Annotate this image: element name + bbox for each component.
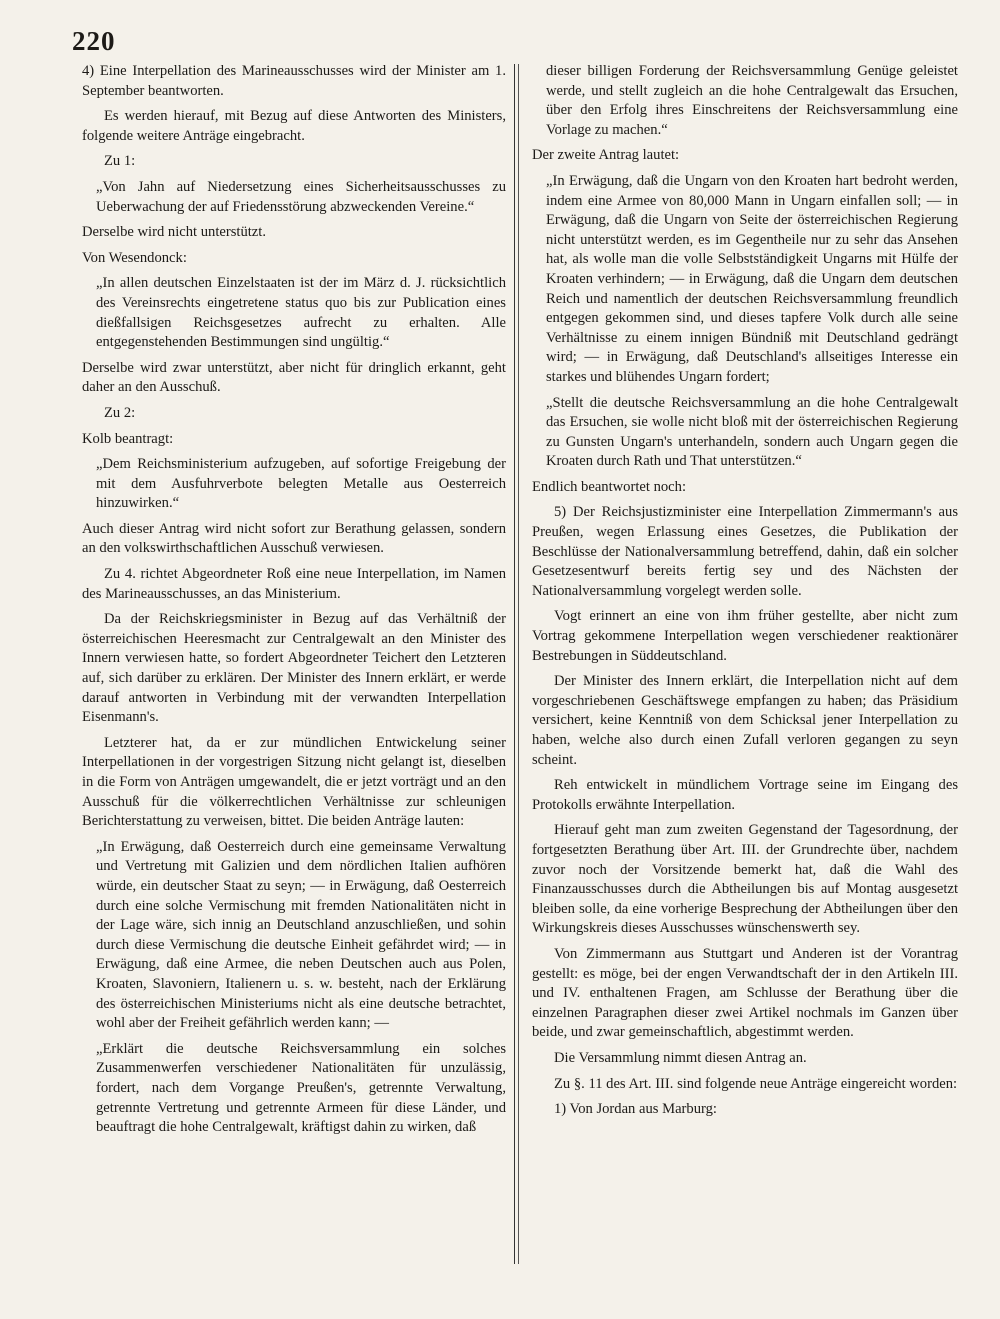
paragraph: 4) Eine Interpellation des Marineausschusses wird der Minister am 1. September beantworten. <box>82 63 506 99</box>
section-heading: Zu 2: <box>104 404 136 421</box>
speaker-line: Kolb beantragt: <box>82 430 174 447</box>
motion-quote: „Erklärt die deutsche Reichsversammlung ein solches Zusammenwerfen verschiedener Nationalitäten für unzulässig, fordert, nach dem Vorgange Preußen's, getrennte Verwaltung, getrennte Vertretung und getrennte Armeen für diese Länder, und beauftragt die hohe Centralgewalt, kräftigst dahin zu wirken, daß <box>96 1040 506 1136</box>
right-column <box>532 62 958 1126</box>
page-number: 220 <box>72 26 116 56</box>
left-column <box>82 62 506 1144</box>
paragraph: Endlich beantwortet noch: <box>532 478 686 495</box>
paragraph: Vogt erinnert an eine von ihm früher gestellte, aber nicht zum Vortrag gekommene Interpellation wegen verschiedener reaktionärer Bestrebungen in Süddeutschland. <box>532 608 958 664</box>
paragraph: Der zweite Antrag lautet: <box>532 147 680 164</box>
paragraph: Reh entwickelt in mündlichem Vortrage seine im Eingang des Protokolls erwähnte Interpellation. <box>532 777 958 813</box>
paragraph: Von Zimmermann aus Stuttgart und Anderen ist der Vorantrag gestellt: es möge, bei der engen Verwandtschaft der in den Artikeln III. und IV. enthaltenen Fragen, am Schlusse der Berathung über die einzelnen Paragraphen dieser zwei Artikel nochmals im Ganzen über beide, und zwar gemeinschaftlich, abgestimmt werden. <box>532 945 958 1041</box>
paragraph: Letzterer hat, da er zur mündlichen Entwickelung seiner Interpellationen in der vorgestrigen Sitzung nicht gelangt ist, dieselben in die Form von Anträgen umgewandelt, die er jetzt vorträgt und an den Ausschuß für die völkerrechtlichen Verhältnisse zur schleunigen Berichterstattung zu verweisen, bittet. Die beiden Anträge lauten: <box>82 734 506 830</box>
paragraph: Hierauf geht man zum zweiten Gegenstand der Tagesordnung, der fortgesetzten Berathung über Art. III. der Grundrechte über, nachdem zuvor noch der Vorsitzende bemerkt hat, daß die Wahl des Finanzausschusses durch die Abtheilungen bis auf Montag ausgesetzt bleiben solle, da eine vorherige Besprechung der Abtheilungen über den Wirkungskreis dieses Ausschusses wünschenswerth sey. <box>532 822 958 937</box>
paragraph: Da der Reichskriegsminister in Bezug auf das Verhältniß der österreichischen Heeresmacht zur Centralgewalt an den Minister des Innern verwiesen hatte, so fordert Abgeordneter Teichert den Letzteren auf, sich darüber zu erklären. Der Minister des Innern erklärt, er werde darauf antworten in Verbindung mit der verwandten Interpellation Eisenmann's. <box>82 611 506 726</box>
motion-quote: „In allen deutschen Einzelstaaten ist der im März d. J. rücksichtlich des Vereinsrechts eingetretene status quo bis zur Publication eines dießfallsigen Reichsgesetzes aufrecht zu erhalten. Alle entgegenstehenden Bestimmungen sind ungültig.“ <box>96 275 506 351</box>
paragraph: Der Minister des Innern erklärt, die Interpellation nicht auf dem vorgeschriebenen Geschäftswege empfangen zu haben; das Präsidium versichert, keine Kenntniß von dem Schicksal jener Interpellation zu haben, welche also durch einen Zufall verloren gegangen zu seyn scheint. <box>532 673 958 768</box>
motion-quote: „Von Jahn auf Niedersetzung eines Sicherheitsausschusses zu Ueberwachung der auf Friedensstörung abzweckenden Vereine.“ <box>96 178 506 215</box>
motion-quote: „In Erwägung, daß Oesterreich durch eine gemeinsame Verwaltung und Vertretung mit Galizien und dem nördlichen Italien aufhören würde, ein deutscher Staat zu seyn; — in Erwägung, daß Oesterreich durch eine solche Vermischung mit fremden Nationalitäten nicht in der Lage wäre, sich innig an Deutschland anzuschließen, und sohin durch diese Vermischung die deutsche Einheit gefährdet wird; — in Erwägung, daß eine Armee, die neben Deutschen auch aus Polen, Kroaten, Slavoniern, Italienern u. s. w. besteht, nach der Erklärung des österreichischen Ministeriums nicht als eine deutsche betrachtet, wohl aber der Freiheit gefährlich werden kann; — <box>96 838 506 1032</box>
motion-quote: „Stellt die deutsche Reichsversammlung an die hohe Centralgewalt das Ersuchen, sie wolle nicht bloß mit der österreichischen Regierung zu Gunsten Ungarn's unterhandeln, sondern auch Ungarn gegen die Kroaten durch Rath und That unterstützen.“ <box>546 394 958 470</box>
motion-quote: „Dem Reichsministerium aufzugeben, auf sofortige Freigebung der mit dem Ausfuhrverbote belegten Metalle aus Oesterreich hinzuwirken.“ <box>96 456 506 512</box>
paragraph: Derselbe wird nicht unterstützt. <box>82 224 266 241</box>
paragraph: Auch dieser Antrag wird nicht sofort zur Berathung gelassen, sondern an den volkswirthschaftlichen Ausschuß verwiesen. <box>82 520 506 557</box>
speaker-line: Von Wesendonck: <box>82 249 187 266</box>
paragraph: Derselbe wird zwar unterstützt, aber nicht für dringlich erkannt, geht daher an den Ausschuß. <box>82 359 506 396</box>
motion-quote: „In Erwägung, daß die Ungarn von den Kroaten hart bedroht werden, indem eine Armee von 80,000 Mann in Ungarn einfallen soll; — in Erwägung, daß die Ungarn von Seite der österreichischen Regierung nicht unterstützt werden, es im Gegentheile nur zu sehr das Ansehen hat, als wolle man die volle Selbstständigkeit Ungarns mit Hülfe der Kroaten verhindern; — in Erwägung, daß die Ungarn dem deutschen Reich und namentlich der deutschen Reichsversammlung freundlich entgegen gekommen sind, und dieses tapfere Volk durch alle seine Verhältnisse zu einem innigen Bündniß mit Deutschland gedrängt wird; — in Erwägung, daß Deutschland's allseitiges Interesse ein starkes und blühendes Ungarn fordert; <box>546 172 958 385</box>
paragraph: 1) Von Jordan aus Marburg: <box>554 1101 717 1118</box>
section-heading: Zu 1: <box>104 153 136 170</box>
paragraph: Zu §. 11 des Art. III. sind folgende neue Anträge eingereicht worden: <box>554 1075 958 1092</box>
paragraph: Zu 4. richtet Abgeordneter Roß eine neue Interpellation, im Namen des Marineausschusses, an das Ministerium. <box>82 566 506 602</box>
paragraph: Die Versammlung nimmt diesen Antrag an. <box>554 1049 807 1066</box>
paragraph: Es werden hierauf, mit Bezug auf diese Antworten des Ministers, folgende weitere Anträge eingebracht. <box>82 108 506 144</box>
motion-quote: dieser billigen Forderung der Reichsversammlung Genüge geleistet werde, und stellt zugleich an die hohe Centralgewalt das Ersuchen, über den Erfolg ihres Einschreitens der Reichsversammlung eine Vorlage zu machen.“ <box>546 63 958 138</box>
column-divider <box>514 64 515 1264</box>
paragraph: 5) Der Reichsjustizminister eine Interpellation Zimmermann's aus Preußen, wegen Erlassung eines Gesetzes, die Publikation der Beschlüsse der Nationalversammlung betreffend, dahin, daß ein solcher Gesetzesentwurf bereits fertig sey und des Nächsten der Nationalversammlung vorgelegt werden solle. <box>532 504 958 599</box>
